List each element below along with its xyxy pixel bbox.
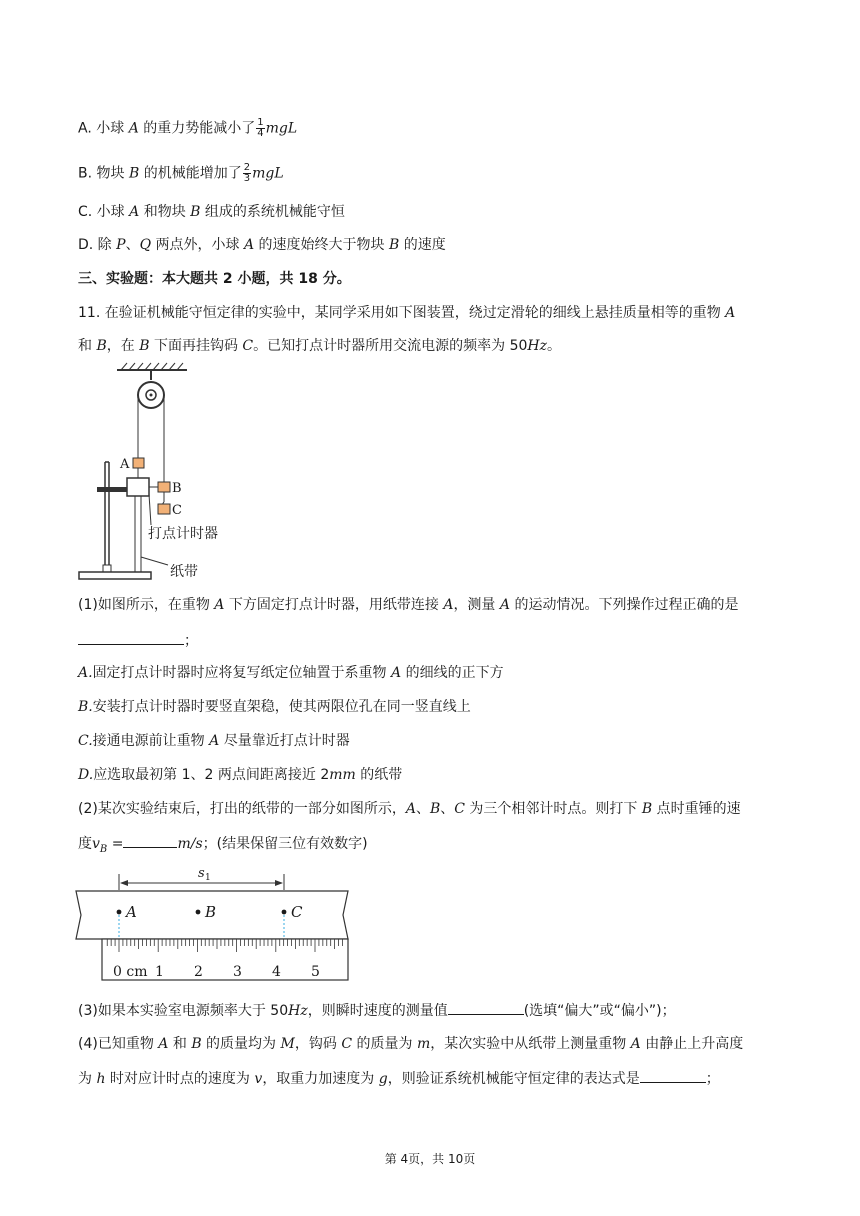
svg-text:A: A	[126, 903, 137, 921]
ruler-label-3: 3	[233, 964, 242, 980]
q11-intro-line2: 和 B，在 B 下面再挂钩码 C。已知打点计时器所用交流电源的频率为 50Hz。	[78, 338, 561, 354]
section-heading: 三、实验题：本大题共 2 小题，共 18 分。	[78, 271, 351, 287]
q11-intro-line1: 11. 在验证机械能守恒定律的实验中，某同学采用如下图装置，绕过定滑轮的细线上悬挂质量相等的重物 A	[78, 305, 736, 321]
q11-part4-line1: (4)已知重物 A 和 B 的质量均为 M，钩码 C 的质量为 m，某次实验中从纸带上测量重物 A 由静止上升高度	[78, 1036, 744, 1052]
label-timer: 打点计时器	[148, 526, 218, 542]
ruler-label-2: 2	[194, 964, 203, 980]
fraction-1-4: $\frac{1}{4}$	[257, 117, 264, 139]
weight-c	[158, 504, 170, 514]
weight-a	[133, 458, 144, 468]
label-b: B	[172, 481, 182, 496]
ruler-label-1: 1	[155, 964, 164, 980]
answer-blank-1[interactable]	[78, 630, 184, 645]
tape-ruler-figure	[72, 858, 362, 983]
fraction-2-3: $\frac{2}{3}$	[243, 162, 251, 184]
point-a	[117, 910, 122, 915]
svg-text:B: B	[205, 903, 217, 921]
label-a: A	[120, 457, 130, 472]
q11-option-b: B.安装打点计时器时要竖直架稳，使其两限位孔在同一竖直线上	[78, 699, 471, 715]
clamp-arm	[97, 487, 127, 492]
answer-blank-4[interactable]	[640, 1068, 706, 1083]
q11-option-a: A.固定打点计时器时应将复写纸定位轴置于系重物 A 的细线的正下方	[78, 665, 504, 681]
weight-b	[158, 482, 170, 492]
label-c: C	[172, 503, 182, 518]
q11-option-c: C.接通电源前让重物 A 尽量靠近打点计时器	[78, 733, 350, 749]
s1-label: s	[198, 866, 205, 881]
answer-blank-2[interactable]	[123, 833, 177, 848]
q11-part1: (1)如图所示，在重物 A 下方固定打点计时器，用纸带连接 A，测量 A 的运动情况。下列操作过程正确的是	[78, 597, 739, 613]
timer-body	[127, 478, 149, 496]
ruler-label-4: 4	[272, 964, 281, 980]
ruler-label-0: 0 cm	[113, 964, 148, 980]
q11-part2-line1: (2)某次实验结束后，打出的纸带的一部分如图所示，A、B、C 为三个相邻计时点。则打下 B 点时重锤的速	[78, 801, 741, 817]
svg-text:1: 1	[205, 873, 211, 883]
q11-part4-line2: 为 h 时对应计时点的速度为 v，取重力加速度为 g，则验证系统机械能守恒定律的表达式是 ；	[78, 1068, 720, 1089]
q10-option-d: D. 除 P、Q 两点外，小球 A 的速度始终大于物块 B 的速度	[78, 237, 446, 253]
label-tape: 纸带	[170, 564, 198, 580]
point-b	[196, 910, 201, 915]
q10-option-b: B. 物块 B 的机械能增加了 $\frac{2}{3}$ mgL	[78, 162, 284, 184]
point-c	[282, 910, 287, 915]
q11-part3: (3)如果本实验室电源频率大于 50Hz，则瞬时速度的测量值 (选填“偏大”或“偏小”)；	[78, 1000, 676, 1021]
answer-blank-3[interactable]	[448, 1000, 524, 1015]
page-footer: 第 4页，共 10页	[384, 1152, 476, 1166]
q11-part2-line2: 度$v_B = m/s$；(结果保留三位有效数字)	[78, 833, 368, 860]
svg-text:C: C	[291, 903, 303, 921]
q10-option-c: C. 小球 A 和物块 B 组成的系统机械能守恒	[78, 204, 345, 220]
q11-part1-answer: ；	[78, 630, 198, 651]
q10-option-a: A. 小球 A 的重力势能减小了 $\frac{1}{4}$ mgL	[78, 117, 298, 139]
apparatus-figure	[75, 362, 245, 587]
ruler-label-5: 5	[311, 964, 320, 980]
stand-base	[79, 572, 151, 579]
q11-option-d: D.应选取最初第 1、2 两点间距离接近 2mm 的纸带	[78, 767, 403, 783]
ceiling-hatch	[121, 363, 183, 370]
